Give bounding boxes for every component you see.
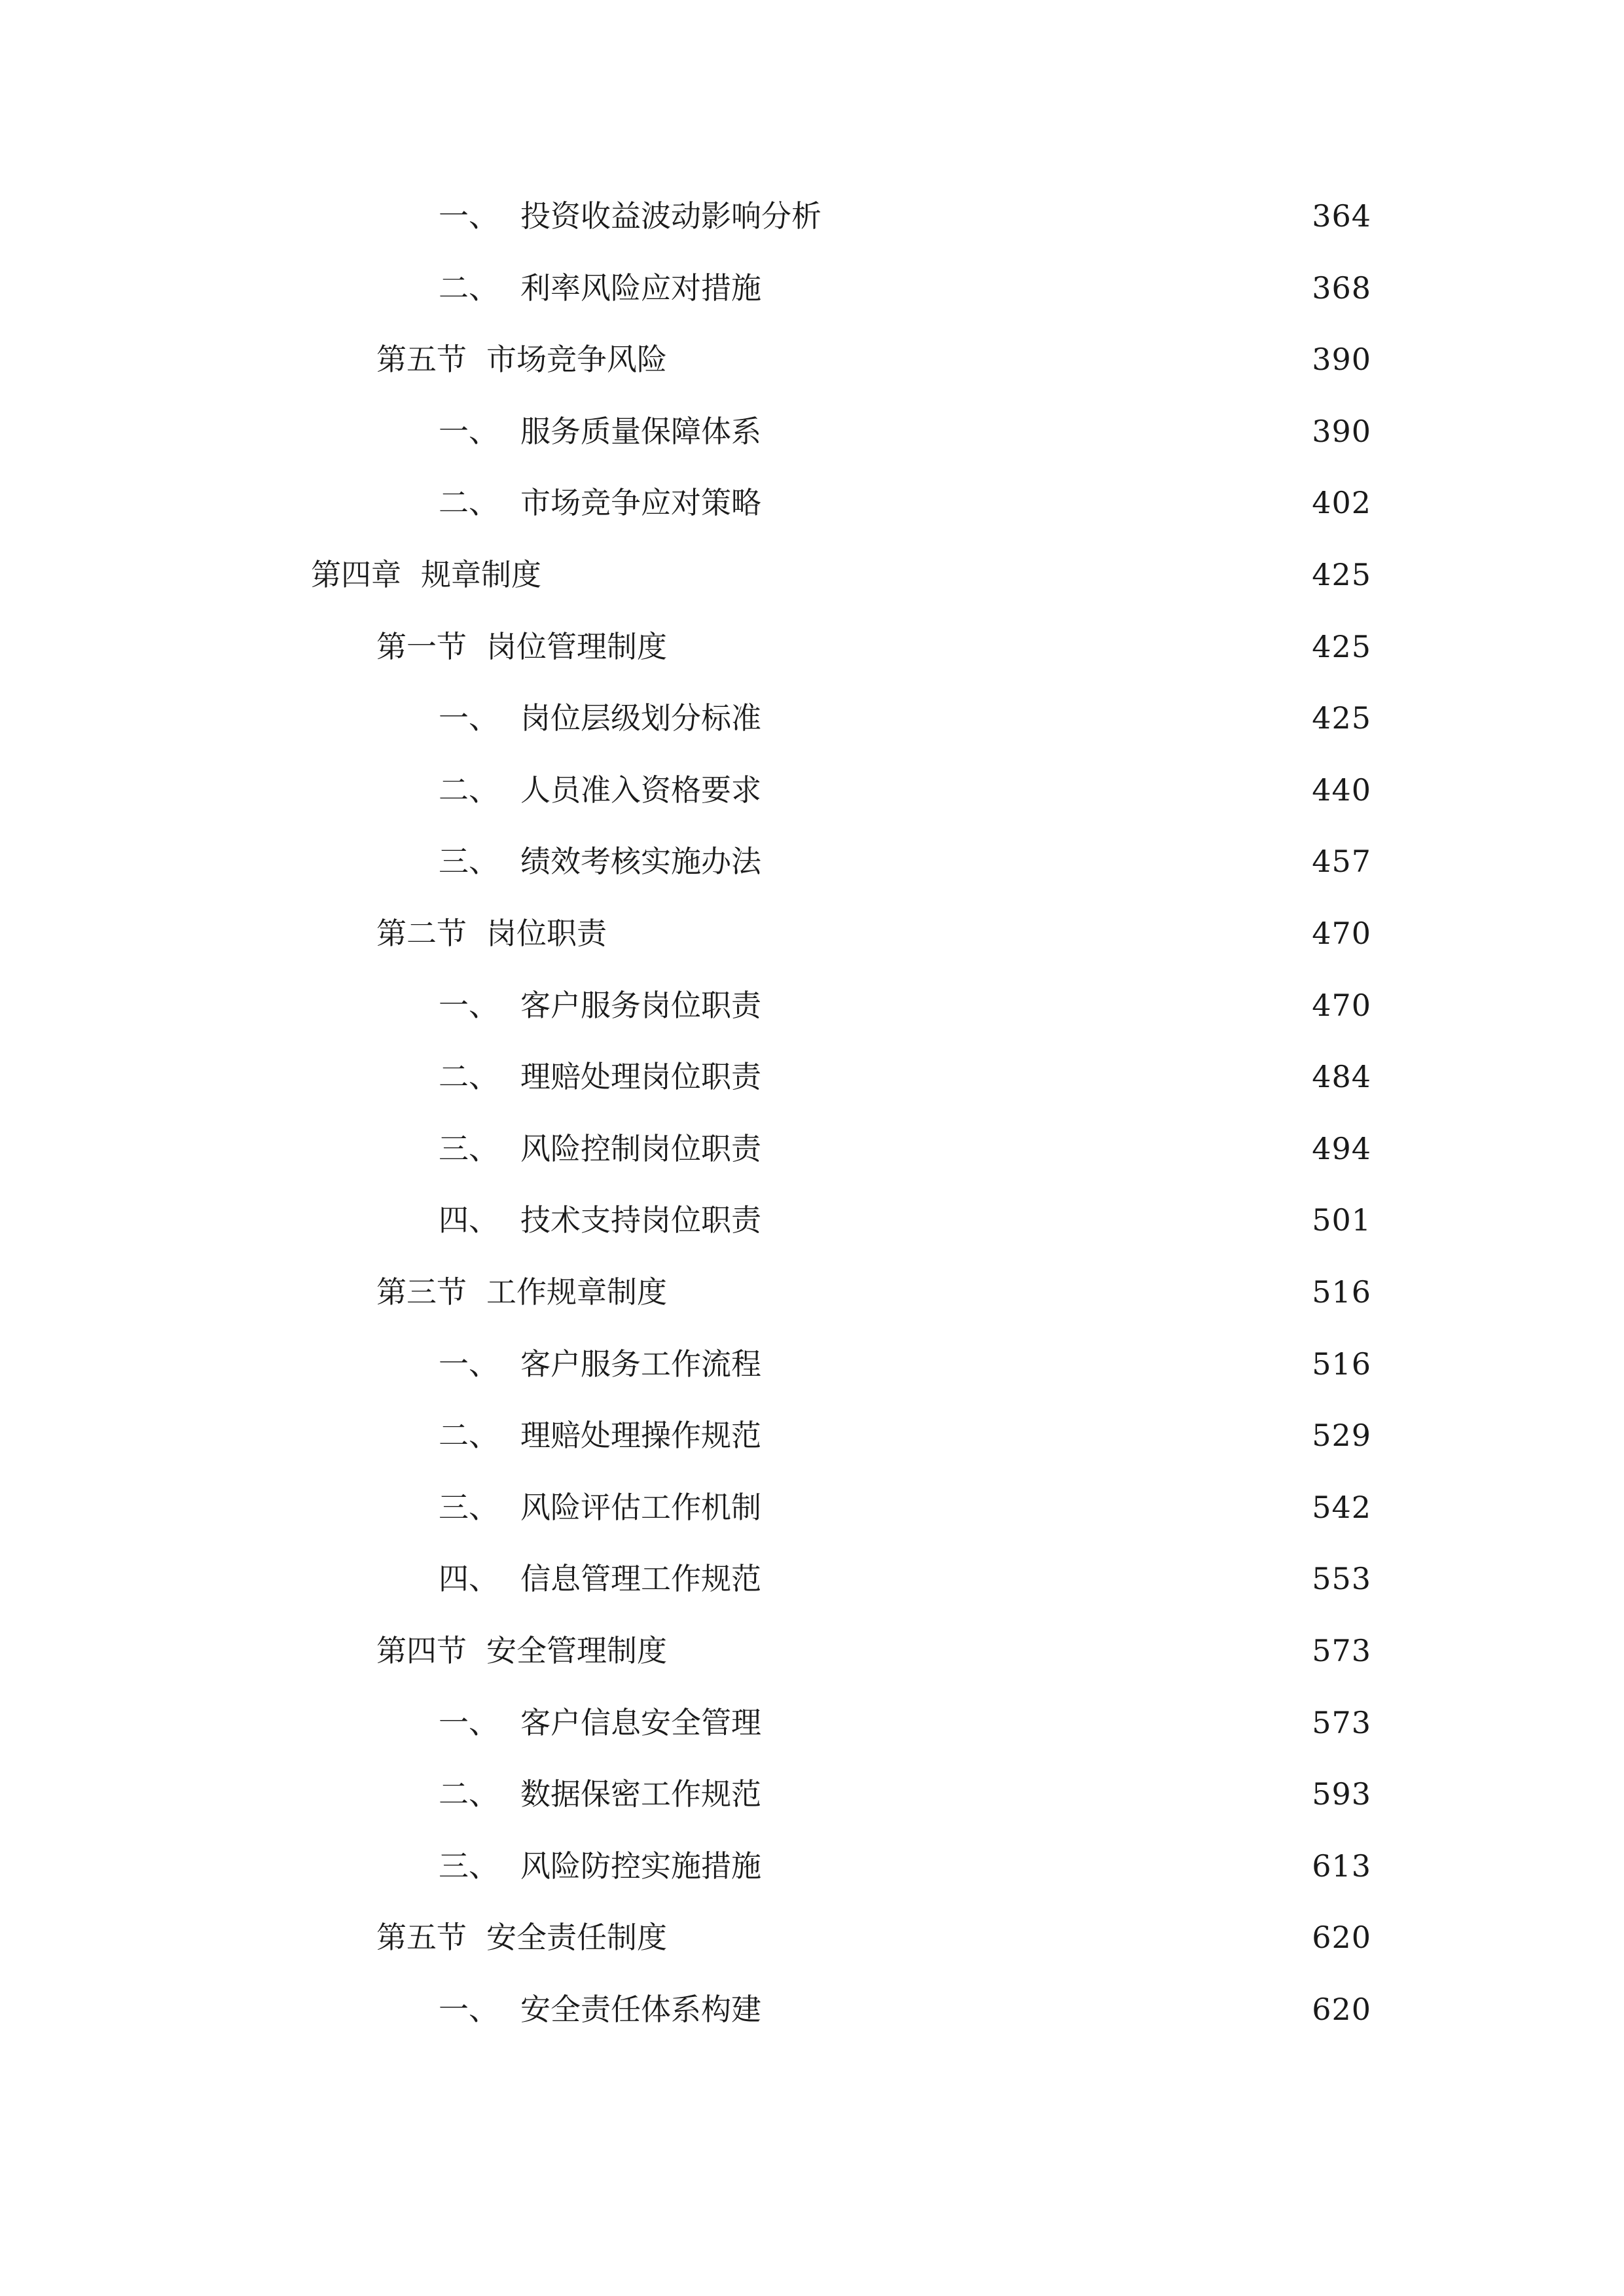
toc-entry-page: 390 (1312, 413, 1371, 449)
toc-entry-page: 494 (1312, 1130, 1371, 1166)
toc-entry-title: 规章制度 (421, 557, 541, 592)
toc-entry-page: 390 (1312, 342, 1371, 378)
toc-entry-title: 服务质量保障体系 (520, 413, 761, 449)
toc-entry[interactable] (439, 408, 1371, 454)
toc-entry[interactable] (439, 480, 1371, 526)
toc-entry-number: 二、 (439, 1418, 499, 1454)
toc-entry-title: 岗位职责 (486, 916, 607, 951)
toc-entry-title: 风险控制岗位职责 (520, 1130, 761, 1166)
toc-entry-title: 客户服务岗位职责 (520, 987, 761, 1023)
toc-entry-page: 516 (1312, 1346, 1371, 1382)
toc-entry[interactable] (439, 1771, 1371, 1817)
dot-leader (770, 1771, 1303, 1817)
toc-entry-number: 三、 (439, 1848, 499, 1884)
dot-leader (831, 193, 1303, 239)
toc-entry-title: 理赔处理岗位职责 (520, 1059, 761, 1095)
toc-entry-title: 信息管理工作规范 (520, 1561, 761, 1597)
toc-entry-page: 402 (1312, 485, 1371, 521)
toc-entry[interactable] (439, 1843, 1371, 1889)
dot-leader (770, 838, 1303, 884)
toc-entry-title: 市场竞争应对策略 (520, 485, 761, 521)
toc-entry-page: 501 (1312, 1202, 1371, 1238)
toc-entry[interactable] (311, 552, 1371, 598)
toc-entry-number: 一、 (439, 1346, 499, 1382)
toc-entry-page: 425 (1312, 700, 1371, 736)
toc-entry[interactable] (439, 1700, 1371, 1746)
dot-leader (676, 1914, 1303, 1960)
dot-leader (770, 767, 1303, 813)
toc-entry-number: 第五节 (376, 342, 467, 378)
toc-entry[interactable] (439, 982, 1371, 1028)
toc-entry-title: 利率风险应对措施 (520, 270, 761, 306)
toc-entry-number: 四、 (439, 1202, 499, 1238)
toc-entry[interactable] (439, 265, 1371, 311)
toc-entry[interactable] (439, 1054, 1371, 1100)
toc-entry-page: 368 (1312, 270, 1371, 306)
toc-entry-number: 二、 (439, 485, 499, 521)
dot-leader (676, 1628, 1303, 1674)
toc-entry-number: 第二节 (376, 916, 467, 951)
dot-leader (770, 1341, 1303, 1387)
toc-entry-page: 613 (1312, 1848, 1371, 1884)
dot-leader (770, 408, 1303, 454)
dot-leader (770, 1197, 1303, 1243)
toc-entry-title: 风险评估工作机制 (520, 1489, 761, 1525)
dot-leader (770, 1484, 1303, 1530)
toc-entry[interactable] (376, 624, 1371, 670)
dot-leader (676, 624, 1303, 670)
dot-leader (770, 480, 1303, 526)
toc-entry-number: 一、 (439, 413, 499, 449)
dot-leader (770, 1412, 1303, 1458)
toc-entry-number: 三、 (439, 844, 499, 880)
dot-leader (616, 910, 1303, 956)
toc-entry-title: 岗位层级划分标准 (520, 700, 761, 736)
toc-entry-page: 620 (1312, 1992, 1371, 2027)
toc-entry[interactable] (439, 767, 1371, 813)
toc-entry[interactable] (439, 193, 1371, 239)
toc-entry-number: 三、 (439, 1130, 499, 1166)
toc-entry-title: 数据保密工作规范 (520, 1776, 761, 1812)
toc-entry-title: 市场竞争风险 (486, 342, 667, 378)
toc-entry-page: 620 (1312, 1920, 1371, 1956)
toc-entry[interactable] (439, 695, 1371, 741)
toc-entry-page: 425 (1312, 628, 1371, 664)
toc-entry-number: 一、 (439, 198, 499, 234)
toc-entry-number: 一、 (439, 1992, 499, 2027)
toc-entry-number: 二、 (439, 1776, 499, 1812)
toc-entry-number: 一、 (439, 1704, 499, 1740)
toc-entry-title: 理赔处理操作规范 (520, 1418, 761, 1454)
dot-leader (770, 1126, 1303, 1172)
toc-entry[interactable] (439, 1412, 1371, 1458)
dot-leader (676, 336, 1303, 382)
toc-entry[interactable] (439, 838, 1371, 884)
toc-entry-page: 470 (1312, 916, 1371, 951)
toc-entry[interactable] (376, 336, 1371, 382)
toc-entry-title: 风险防控实施措施 (520, 1848, 761, 1884)
toc-entry-number: 第五节 (376, 1920, 467, 1956)
toc-entry-title: 工作规章制度 (486, 1274, 667, 1310)
toc-entry-page: 553 (1312, 1561, 1371, 1597)
dot-leader (770, 1986, 1303, 2032)
toc-entry[interactable] (439, 1986, 1371, 2032)
dot-leader (770, 1054, 1303, 1100)
toc-entry[interactable] (439, 1197, 1371, 1243)
dot-leader (770, 1556, 1303, 1602)
toc-entry-title: 绩效考核实施办法 (520, 844, 761, 880)
dot-leader (770, 265, 1303, 311)
toc-entry-title: 技术支持岗位职责 (520, 1202, 761, 1238)
toc-entry[interactable] (439, 1126, 1371, 1172)
toc-entry-number: 第四章 (311, 557, 401, 592)
toc-entry-number: 二、 (439, 1059, 499, 1095)
toc-entry-title: 安全责任体系构建 (520, 1992, 761, 2027)
toc-entry-page: 425 (1312, 557, 1371, 592)
toc-entry[interactable] (376, 910, 1371, 956)
toc-entry[interactable] (376, 1269, 1371, 1315)
dot-leader (550, 552, 1303, 598)
toc-entry-page: 440 (1312, 772, 1371, 808)
toc-entry-title: 投资收益波动影响分析 (520, 198, 821, 234)
toc-entry[interactable] (376, 1628, 1371, 1674)
toc-entry-number: 二、 (439, 270, 499, 306)
toc-entry-title: 人员准入资格要求 (520, 772, 761, 808)
toc-entry-title: 客户服务工作流程 (520, 1346, 761, 1382)
toc-entry-page: 542 (1312, 1489, 1371, 1525)
toc-entry-page: 593 (1312, 1776, 1371, 1812)
toc-entry-title: 安全管理制度 (486, 1633, 667, 1668)
toc-entry[interactable] (439, 1484, 1371, 1530)
dot-leader (770, 1700, 1303, 1746)
toc-entry-title: 客户信息安全管理 (520, 1704, 761, 1740)
toc-entry-number: 二、 (439, 772, 499, 808)
toc-entry-title: 岗位管理制度 (486, 628, 667, 664)
toc-entry-number: 第三节 (376, 1274, 467, 1310)
toc-entry[interactable] (439, 1341, 1371, 1387)
toc-entry-page: 529 (1312, 1418, 1371, 1454)
toc-entry-page: 457 (1312, 844, 1371, 880)
toc-entry-page: 573 (1312, 1633, 1371, 1668)
toc-entry[interactable] (376, 1914, 1371, 1960)
toc-entry-title: 安全责任制度 (486, 1920, 667, 1956)
toc-entry[interactable] (439, 1556, 1371, 1602)
toc-entry-page: 573 (1312, 1704, 1371, 1740)
toc-entry-page: 470 (1312, 987, 1371, 1023)
toc-entry-page: 364 (1312, 198, 1371, 234)
dot-leader (676, 1269, 1303, 1315)
toc-entry-number: 一、 (439, 987, 499, 1023)
toc-entry-page: 516 (1312, 1274, 1371, 1310)
toc-entry-number: 四、 (439, 1561, 499, 1597)
dot-leader (770, 982, 1303, 1028)
dot-leader (770, 1843, 1303, 1889)
toc-entry-page: 484 (1312, 1059, 1371, 1095)
toc-entry-number: 三、 (439, 1489, 499, 1525)
toc-entry-number: 一、 (439, 700, 499, 736)
toc-entry-number: 第四节 (376, 1633, 467, 1668)
dot-leader (770, 695, 1303, 741)
toc-entry-number: 第一节 (376, 628, 467, 664)
